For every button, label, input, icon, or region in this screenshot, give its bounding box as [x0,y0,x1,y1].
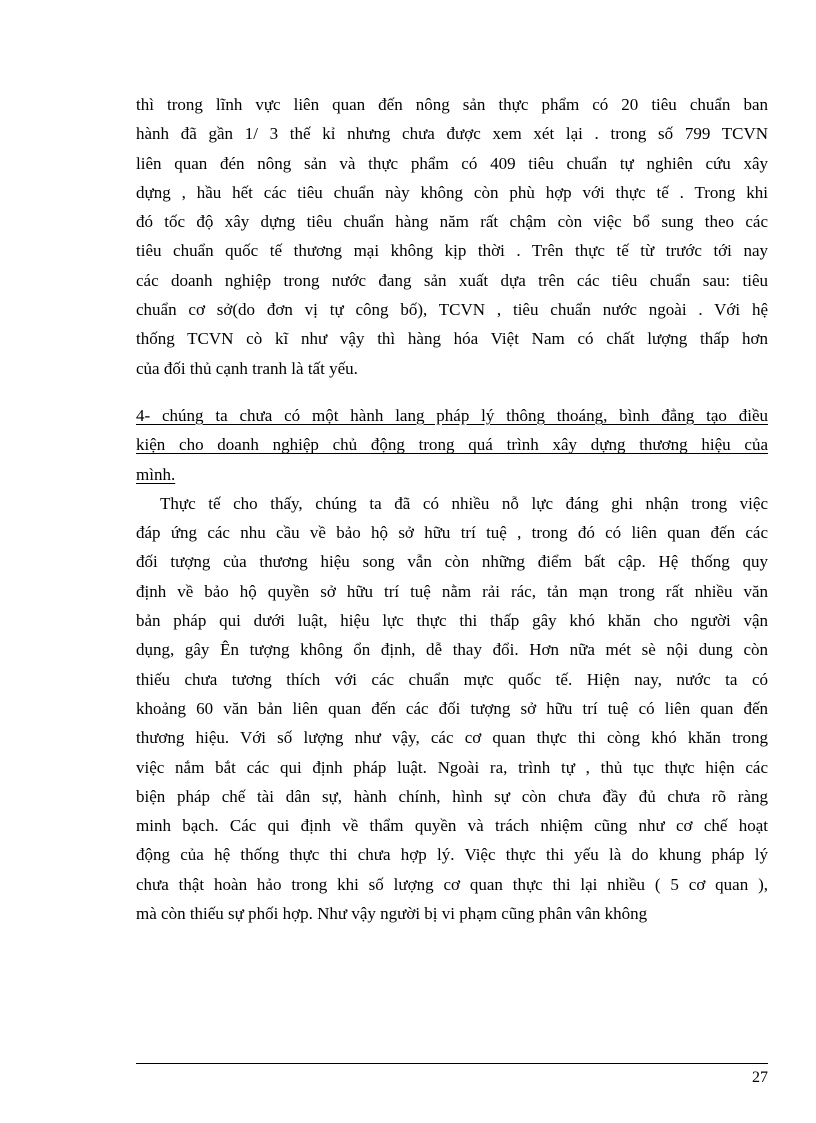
text-line: động của hệ thống thực thi chưa hợp lý. Việc thực thi yếu là do khung pháp lý [136,845,768,865]
heading-line [136,430,768,459]
text-line: của đối thủ cạnh tranh là tất yếu. [136,358,358,378]
paragraph-standards [136,90,768,383]
heading-text: kiện cho doanh nghiệp chủ động trong quá trình xây dựng thương hiệu của [136,435,768,455]
text-line: thương hiệu. Với số lượng như vậy, các cơ quan thực thi còng khó khăn trong [136,728,768,748]
text-line: tiêu chuẩn quốc tế thương mại không kịp thời . Trên thực tế từ trước tới nay [136,241,768,261]
heading-text: 4- chúng ta chưa có một hành lang pháp lý thông thoáng, bình đẳng tạo điều [136,405,768,425]
paragraph-gap [136,383,768,401]
text-line: thì trong lĩnh vực liên quan đến nông sản thực phẩm có 20 tiêu chuẩn ban [136,95,768,114]
section-heading [136,401,768,489]
text-line: định về bảo hộ quyền sở hữu trí tuệ nằm rải rác, tản mạn trong rất nhiều văn [136,581,768,601]
text-line: chưa thật hoàn hảo trong khi số lượng cơ quan thực thi lại nhiều ( 5 cơ quan ), [136,874,768,894]
text-line: khoảng 60 văn bản liên quan đến các đối tượng sở hữu trí tuệ có liên quan đến [136,698,768,718]
heading-line [136,460,768,489]
text-line: dựng , hầu hết các tiêu chuẩn này không còn phù hợp với thực tế . Trong khi [136,182,768,202]
text-line: minh bạch. Các qui định về thẩm quyền và trách nhiệm cũng như cơ chế hoạt [136,816,768,836]
text-line: bản pháp qui dưới luật, hiệu lực thực thi thấp gây khó khăn cho người vận [136,611,768,631]
text-line: thống TCVN cò kĩ như vậy thì hàng hóa Việt Nam có chất lượng thấp hơn [136,329,768,349]
document-body [136,90,768,928]
text-line: đối tượng của thương hiệu song vẫn còn những điểm bất cập. Hệ thống quy [136,552,768,572]
text-line: Thực tế cho thấy, chúng ta đã có nhiều nỗ lực đáng ghi nhận trong việc [160,493,768,513]
text-line: biện pháp chế tài dân sự, hành chính, hình sự còn chưa đầy đủ chưa rõ ràng [136,786,768,806]
heading-text: mình. [136,464,176,484]
text-line: chuẩn cơ sở(do đơn vị tự công bố), TCVN , tiêu chuẩn nước ngoài . Với hệ [136,300,768,320]
footer-divider [136,1063,768,1064]
text-line: thiếu chưa tương thích với các chuẩn mực quốc tế. Hiện nay, nước ta có [136,669,768,689]
text-line: hành đã gần 1/ 3 thế kỉ nhưng chưa được xem xét lại . trong số 799 TCVN [136,124,768,144]
text-line: các doanh nghiệp trong nước đang sản xuất dựa trên các tiêu chuẩn sau: tiêu [136,270,768,290]
text-line: đó tốc độ xây dựng tiêu chuẩn hàng năm rất chậm còn việc bổ sung theo các [136,212,768,232]
text-line: liên quan đén nông sản và thực phẩm có 409 tiêu chuẩn tự nghiên cứu xây [136,153,768,173]
text-line: mà còn thiếu sự phối hợp. Như vậy người bị vi phạm cũng phân vân không [136,904,648,924]
heading-line [136,401,768,430]
text-line: việc nắm bắt các qui định pháp luật. Ngoài ra, trình tự , thủ tục thực hiện các [136,757,768,777]
paragraph-legal-framework [136,489,768,928]
text-line: đáp ứng các nhu cầu về bảo hộ sở hữu trí tuệ , trong đó có liên quan đến các [136,523,768,543]
page-number: 27 [752,1069,768,1086]
text-line: dụng, gây Ên tượng không ổn định, dễ thay đổi. Hơn nữa mét sè nội dung còn [136,640,768,660]
